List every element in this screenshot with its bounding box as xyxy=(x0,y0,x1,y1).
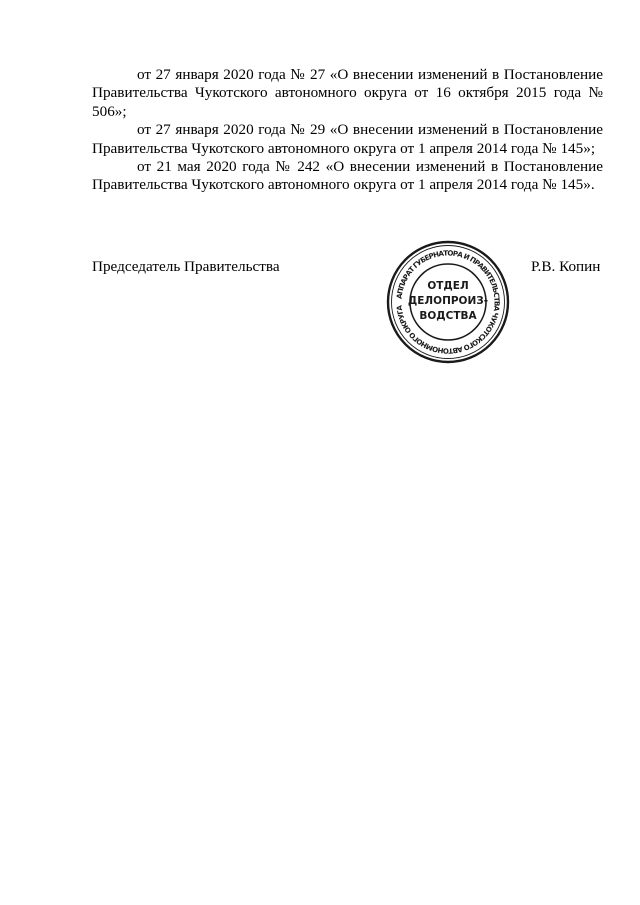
signatory-name: Р.В. Копин xyxy=(531,258,601,275)
document-body xyxy=(92,66,603,195)
stamp-seal-graphic xyxy=(384,238,512,366)
stamp-center-line-1: ОТДЕЛ xyxy=(427,280,469,292)
paragraph-decree-27: от 27 января 2020 года № 27 «О внесении изменений в Постановление Правительства Чукотского автономного округа от 16 октября 2015 года № 506»; xyxy=(92,66,603,120)
paragraph-decree-29: от 27 января 2020 года № 29 «О внесении изменений в Постановление Правительства Чукотского автономного округа от 1 апреля 2014 года № 145»; xyxy=(92,121,603,157)
stamp-ring-label: АППАРАТ ГУБЕРНАТОРА И ПРАВИТЕЛЬСТВА ЧУКОТСКОГО АВТОНОМНОГО ОКРУГА xyxy=(394,248,502,356)
official-stamp xyxy=(384,238,512,366)
stamp-center-line-3: ВОДСТВА xyxy=(419,310,477,322)
stamp-center-line-2: ДЕЛОПРОИЗ- xyxy=(407,295,489,307)
signatory-position: Председатель Правительства xyxy=(92,258,280,275)
paragraph-decree-242: от 21 мая 2020 года № 242 «О внесении изменений в Постановление Правительства Чукотского автономного округа от 1 апреля 2014 года № 145». xyxy=(92,158,603,194)
